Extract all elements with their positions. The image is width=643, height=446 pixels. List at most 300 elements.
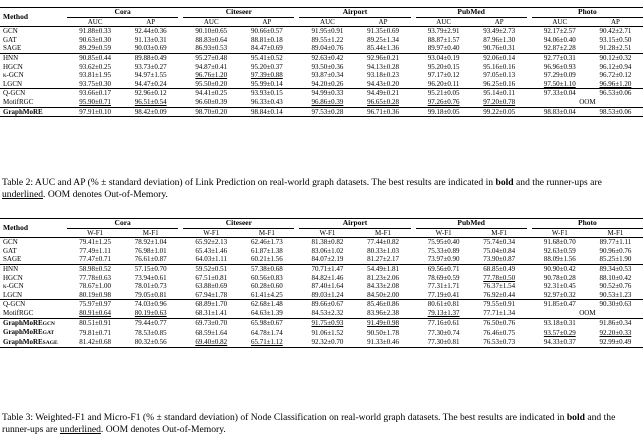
result-cell: 84.07±2.19 <box>311 255 344 264</box>
result-cell: 79.44±0.77 <box>123 318 178 328</box>
result-cell: 77.31±1.71 <box>427 282 460 291</box>
method-name-text: GraphMoRE <box>3 318 43 327</box>
header-row-metrics <box>0 17 643 27</box>
result-cell: 92.20±0.33 <box>599 328 632 337</box>
result-cell: 94.87±0.41 <box>195 62 228 71</box>
result-cell: 92.31±0.45 <box>543 282 576 291</box>
result-cell: 97.29±0.09 <box>543 71 576 80</box>
method-name <box>0 53 62 62</box>
result-cell: 91.85±0.47 <box>532 300 588 309</box>
method-header: Method <box>0 219 62 238</box>
method-name-text: GCN <box>3 27 18 36</box>
dataset-header: Airport <box>299 8 410 18</box>
result-cell: 65.43±1.46 <box>195 246 228 255</box>
result-cell: 91.33±0.46 <box>355 338 410 348</box>
table-row <box>0 264 643 273</box>
result-cell: 95.50±0.20 <box>195 79 228 88</box>
result-cell: 90.50±1.78 <box>367 328 399 337</box>
result-cell: 92.63±0.42 <box>299 53 355 62</box>
result-cell: 92.32±0.70 <box>299 338 355 348</box>
table-row <box>0 338 643 348</box>
dataset-header: Cora <box>67 219 178 229</box>
method-name-text: LGCN <box>3 79 23 88</box>
metric-header: AUC <box>203 17 219 26</box>
result-cell: 93.93±0.15 <box>239 89 294 98</box>
method-name-text: GCN <box>3 238 18 247</box>
method-subscript: GAT <box>42 330 55 337</box>
metric-header: AP <box>610 17 620 26</box>
result-cell: 64.03±1.11 <box>195 255 228 264</box>
result-cell: 94.13±0.28 <box>367 62 399 71</box>
result-cell: 91.95±0.91 <box>299 27 355 36</box>
method-name-text: HNN <box>3 264 19 273</box>
result-cell: 97.20±0.78 <box>483 97 516 106</box>
result-cell: 94.43±0.20 <box>367 79 399 88</box>
result-cell: 97.26±0.76 <box>427 97 460 106</box>
result-cell: 92.44±0.36 <box>123 27 178 36</box>
result-cell: 90.76±0.31 <box>483 44 516 53</box>
result-cell: 77.19±0.41 <box>427 290 460 299</box>
metric-header: W-F1 <box>319 228 336 237</box>
result-cell: 93.79±2.91 <box>416 27 472 36</box>
method-name-text: HGCN <box>3 273 23 282</box>
result-cell: 78.53±0.85 <box>134 328 167 337</box>
method-name <box>0 309 62 318</box>
dataset-header: Citeseer <box>183 8 294 18</box>
header-row-metrics <box>0 228 643 238</box>
method-name-text: HNN <box>3 53 19 62</box>
metric-header: AP <box>494 17 504 26</box>
result-cell: 69.73±0.70 <box>183 318 239 328</box>
result-cell: 87.96±1.30 <box>483 35 516 44</box>
result-cell: 81.27±2.17 <box>367 255 399 264</box>
result-cell: OOM <box>579 308 596 317</box>
result-cell: 57.38±0.68 <box>239 264 294 273</box>
dataset-header: PubMed <box>416 219 527 229</box>
result-cell: 93.50±0.36 <box>311 62 344 71</box>
result-cell: 91.86±0.34 <box>588 318 643 328</box>
method-name <box>0 107 62 117</box>
result-cell: 92.99±0.49 <box>588 338 643 348</box>
result-cell: 90.96±0.76 <box>599 246 632 255</box>
result-cell: 93.81±1.95 <box>79 71 112 80</box>
method-name-text: GraphMoRE <box>3 328 43 337</box>
result-cell: 92.96±0.12 <box>123 89 178 98</box>
result-cell: 93.15±0.50 <box>599 35 632 44</box>
result-cell: 93.49±2.73 <box>472 27 527 36</box>
result-cell: 90.66±0.57 <box>239 27 294 36</box>
result-cell: 80.19±0.98 <box>79 290 112 299</box>
method-name <box>0 255 62 264</box>
result-cell: 83.06±1.02 <box>311 246 344 255</box>
result-cell: 90.42±2.71 <box>588 27 643 36</box>
metric-header: M-F1 <box>375 228 391 237</box>
result-cell: 91.49±0.98 <box>355 318 410 328</box>
table-row <box>0 247 643 256</box>
result-cell: 77.30±0.81 <box>416 338 472 348</box>
result-cell: 89.66±0.67 <box>299 300 355 309</box>
result-cell: 67.51±0.81 <box>195 273 228 282</box>
result-cell: 88.10±0.42 <box>599 273 632 282</box>
result-cell: 80.61±0.81 <box>416 300 472 309</box>
result-cell: 94.97±1.55 <box>134 71 167 80</box>
method-name-text: Q-GCN <box>3 89 26 98</box>
result-cell: 91.13±0.31 <box>134 35 167 44</box>
result-cell: 78.92±1.04 <box>123 238 178 247</box>
result-cell: 93.75±0.30 <box>79 79 112 88</box>
result-cell: 85.46±0.86 <box>355 300 410 309</box>
result-cell: 87.40±1.64 <box>311 282 344 291</box>
result-cell: 89.29±0.59 <box>79 44 112 53</box>
result-cell: 65.98±0.67 <box>239 318 294 328</box>
result-cell: 54.49±1.81 <box>355 264 410 273</box>
result-cell: 77.78±0.63 <box>79 273 112 282</box>
result-cell: 95.20±0.37 <box>250 62 283 71</box>
method-name <box>0 264 62 273</box>
result-cell: 88.09±1.56 <box>543 255 576 264</box>
result-cell: 91.28±2.51 <box>599 44 632 53</box>
result-cell: 60.21±1.56 <box>250 255 283 264</box>
result-cell: 96.72±0.12 <box>599 71 632 80</box>
result-cell: 81.42±0.68 <box>67 338 123 348</box>
result-cell: 77.49±1.11 <box>79 246 111 255</box>
result-cell: 97.53±0.28 <box>299 107 355 117</box>
result-cell: 76.61±0.87 <box>134 255 167 264</box>
method-name-text: GraphMoRE <box>3 337 43 346</box>
result-cell: 92.63±0.59 <box>543 246 576 255</box>
method-name <box>0 27 62 36</box>
result-cell: 97.17±0.12 <box>427 71 460 80</box>
result-cell: 68.59±1.64 <box>195 328 228 337</box>
result-cell: 64.63±1.39 <box>250 308 283 317</box>
result-cell: 96.53±0.06 <box>588 89 643 98</box>
result-cell: 96.33±0.43 <box>250 97 283 106</box>
result-cell: 65.92±2.13 <box>183 238 239 247</box>
result-cell: 79.81±0.71 <box>79 328 112 337</box>
metric-header: W-F1 <box>435 228 452 237</box>
dataset-header: Cora <box>67 8 178 18</box>
result-cell: 94.41±0.25 <box>183 89 239 98</box>
result-cell: 85.44±1.36 <box>367 44 399 53</box>
table-row <box>0 44 643 53</box>
table-row <box>0 36 643 45</box>
dataset-header: Airport <box>299 219 410 229</box>
table-row <box>0 107 643 117</box>
method-name-text: SAGE <box>3 44 22 53</box>
result-cell: 80.33±1.03 <box>367 246 399 255</box>
method-name <box>0 71 62 80</box>
table2-caption: Table 2: AUC and AP (% ± standard deviation) of Link Prediction on real-world graph datasets. The best results are indicated in bold and the runner-ups are underlined. OOM denotes Out-of-Memory. <box>2 177 602 200</box>
result-cell: 73.94±0.61 <box>134 273 167 282</box>
table-row <box>0 291 643 300</box>
method-name <box>0 36 62 45</box>
result-cell: 61.87±1.38 <box>250 246 283 255</box>
result-cell: 74.03±0.96 <box>123 300 178 309</box>
method-name-text: MotifRGC <box>3 97 34 106</box>
result-cell: 94.06±0.40 <box>543 35 576 44</box>
result-cell: 79.13±1.37 <box>427 308 460 317</box>
table-row <box>0 63 643 72</box>
result-cell: 96.20±0.11 <box>427 79 460 88</box>
method-name <box>0 291 62 300</box>
result-cell: 90.78±0.28 <box>543 273 576 282</box>
result-cell: 95.41±0.52 <box>239 53 294 62</box>
result-cell: 76.53±0.73 <box>472 338 527 348</box>
result-cell: 93.18±0.31 <box>532 318 588 328</box>
table3-caption: Table 3: Weighted-F1 and Micro-F1 (% ± standard deviation) of Node Classification on real-world graph datasets. The best results are indicated in bold and the runner-ups are underlined. OOM denotes Out-of-Memory. <box>2 412 616 435</box>
result-cell: 84.50±2.00 <box>367 290 399 299</box>
result-cell: 73.97±0.90 <box>427 255 460 264</box>
result-cell: 96.51±0.54 <box>134 97 167 106</box>
result-cell: 90.63±0.30 <box>79 35 112 44</box>
result-cell: 94.20±0.26 <box>311 79 344 88</box>
result-cell: 76.98±1.01 <box>134 246 167 255</box>
metric-header: M-F1 <box>258 228 275 237</box>
result-cell: 93.66±0.17 <box>67 89 123 98</box>
result-cell: 88.83±0.64 <box>195 35 228 44</box>
result-cell: 79.55±0.91 <box>472 300 527 309</box>
result-cell: 91.35±0.69 <box>355 27 410 36</box>
result-cell: 84.53±2.32 <box>311 308 344 317</box>
result-cell: 95.21±0.05 <box>416 89 472 98</box>
result-cell: 96.25±0.16 <box>483 79 516 88</box>
result-cell: 98.70±0.20 <box>183 107 239 117</box>
result-cell: 96.86±0.39 <box>311 97 344 106</box>
result-cell: 89.88±0.49 <box>123 53 178 62</box>
result-cell: 90.03±0.69 <box>134 44 167 53</box>
result-cell: 80.32±0.56 <box>123 338 178 348</box>
result-cell: 75.04±0.84 <box>483 246 516 255</box>
table-row <box>0 309 643 318</box>
method-name <box>0 274 62 283</box>
metric-header: M-F1 <box>491 228 508 237</box>
method-name-text: MotifRGC <box>3 308 34 317</box>
result-cell: 99.18±0.05 <box>416 107 472 117</box>
table-row <box>0 274 643 283</box>
result-cell: 75.95±0.40 <box>416 238 472 247</box>
metric-header: AP <box>378 17 388 26</box>
method-subscript: GCN <box>42 320 55 327</box>
result-cell: 96.96±1.20 <box>599 79 632 88</box>
method-name <box>0 282 62 291</box>
result-cell: 92.97±0.32 <box>543 290 576 299</box>
metric-header: M-F1 <box>142 228 159 237</box>
result-cell: 95.99±0.14 <box>250 79 283 88</box>
result-cell: 76.50±0.76 <box>472 318 527 328</box>
result-cell: 89.55±1.22 <box>311 35 344 44</box>
result-cell: 75.74±0.34 <box>472 238 527 247</box>
result-cell: 77.71±1.34 <box>483 308 516 317</box>
result-cell: 81.38±0.82 <box>299 238 355 247</box>
result-cell: 94.99±0.33 <box>299 89 355 98</box>
result-cell: 93.62±0.25 <box>79 62 112 71</box>
result-cell: 94.47±0.24 <box>134 79 167 88</box>
result-cell: 93.73±0.27 <box>134 62 167 71</box>
result-cell: 78.01±0.73 <box>134 282 167 291</box>
result-cell: 64.78±1.74 <box>250 328 283 337</box>
result-cell: 96.60±0.39 <box>195 97 228 106</box>
result-cell: 98.53±0.06 <box>588 107 643 117</box>
result-cell: 95.16±0.16 <box>483 62 516 71</box>
result-cell: 69.56±0.71 <box>416 264 472 273</box>
table-row <box>0 328 643 338</box>
method-name-text: GAT <box>3 35 17 44</box>
metric-header: AUC <box>436 17 451 26</box>
method-name <box>0 238 62 247</box>
result-cell: 91.06±1.52 <box>311 328 344 337</box>
result-cell: 63.88±0.69 <box>195 282 228 291</box>
method-name-text: κ-GCN <box>3 71 24 80</box>
table-row <box>0 53 643 62</box>
result-cell: 97.50±1.10 <box>543 79 576 88</box>
result-cell: 92.77±0.31 <box>532 53 588 62</box>
result-cell: 77.30±0.74 <box>427 328 460 337</box>
result-cell: 96.65±0.28 <box>367 97 399 106</box>
result-cell: 89.04±0.76 <box>311 44 344 53</box>
result-cell: 90.85±0.44 <box>67 53 123 62</box>
result-cell: 89.25±1.34 <box>367 35 399 44</box>
result-cell: 60.28±0.60 <box>250 282 283 291</box>
result-cell: 65.71±1.12 <box>239 338 294 348</box>
result-cell: 98.83±0.04 <box>532 107 588 117</box>
result-cell: 90.12±0.32 <box>588 53 643 62</box>
result-cell: 57.15±0.70 <box>123 264 178 273</box>
metric-header: AUC <box>320 17 335 26</box>
result-cell: OOM <box>579 97 596 106</box>
table-row <box>0 282 643 291</box>
result-cell: 68.85±0.49 <box>472 264 527 273</box>
result-cell: 83.96±2.38 <box>367 308 399 317</box>
result-cell: 92.06±0.14 <box>472 53 527 62</box>
result-cell: 75.97±0.97 <box>67 300 123 309</box>
result-cell: 78.69±0.59 <box>427 273 460 282</box>
result-cell: 91.88±0.33 <box>67 27 123 36</box>
result-cell: 93.18±0.23 <box>367 71 399 80</box>
result-cell: 98.84±0.14 <box>239 107 294 117</box>
metric-header: M-F1 <box>607 228 624 237</box>
result-cell: 93.04±0.19 <box>416 53 472 62</box>
result-cell: 99.22±0.05 <box>472 107 527 117</box>
table-row <box>0 318 643 328</box>
metric-header: AUC <box>552 17 568 26</box>
method-name <box>0 80 62 89</box>
method-name <box>0 247 62 256</box>
result-cell: 98.42±0.09 <box>123 107 178 117</box>
method-name <box>0 328 62 338</box>
method-name-text: SAGE <box>3 255 22 264</box>
result-cell: 58.98±0.52 <box>67 264 123 273</box>
result-cell: 97.33±0.04 <box>532 89 588 98</box>
result-cell: 60.56±0.83 <box>250 273 283 282</box>
table-row <box>0 80 643 89</box>
metric-header: AP <box>262 17 272 26</box>
result-cell: 94.33±0.37 <box>532 338 588 348</box>
result-cell: 78.67±1.00 <box>79 282 112 291</box>
result-cell: 80.51±0.91 <box>67 318 123 328</box>
table-row <box>0 89 643 98</box>
result-cell: 90.10±0.65 <box>183 27 239 36</box>
result-cell: 61.41±4.25 <box>250 290 283 299</box>
dataset-header: Citeseer <box>183 219 294 229</box>
method-name <box>0 300 62 309</box>
method-name-text: HGCN <box>3 62 23 71</box>
result-cell: 90.90±0.42 <box>532 264 588 273</box>
result-cell: 97.39±0.88 <box>250 71 283 80</box>
result-cell: 89.77±1.11 <box>588 238 643 247</box>
header-row-datasets <box>0 8 643 18</box>
node-classification-table <box>0 218 643 348</box>
table-row <box>0 238 643 247</box>
result-cell: 93.87±0.34 <box>311 71 344 80</box>
result-cell: 84.47±0.69 <box>250 44 283 53</box>
result-cell: 75.33±0.89 <box>427 246 460 255</box>
result-cell: 62.46±1.73 <box>239 238 294 247</box>
result-cell: 89.03±1.24 <box>311 290 344 299</box>
link-prediction-table <box>0 7 643 117</box>
result-cell: 68.89±1.70 <box>183 300 239 309</box>
result-cell: 95.90±0.71 <box>79 97 112 106</box>
result-cell: 90.30±0.63 <box>588 300 643 309</box>
method-name-text: GraphMoRE <box>3 107 43 116</box>
result-cell: 89.97±0.40 <box>427 44 460 53</box>
result-cell: 95.14±0.11 <box>472 89 527 98</box>
result-cell: 77.47±0.71 <box>79 255 112 264</box>
method-name-text: κ-GCN <box>3 282 24 291</box>
result-cell: 84.82±1.46 <box>311 273 344 282</box>
method-name <box>0 44 62 53</box>
result-cell: 96.12±0.94 <box>599 62 632 71</box>
method-subscript: SAGE <box>42 339 58 346</box>
result-cell: 92.87±2.28 <box>543 44 576 53</box>
result-cell: 73.90±0.87 <box>483 255 516 264</box>
result-cell: 80.91±0.64 <box>79 308 112 317</box>
result-cell: 67.94±1.78 <box>195 290 228 299</box>
result-cell: 79.41±1.25 <box>67 238 123 247</box>
result-cell: 88.81±0.18 <box>250 35 283 44</box>
dataset-header: Photo <box>532 219 643 229</box>
result-cell: 84.33±2.08 <box>367 282 399 291</box>
result-cell: 77.16±0.61 <box>416 318 472 328</box>
result-cell: 97.91±0.10 <box>67 107 123 117</box>
result-cell: 92.17±2.57 <box>532 27 588 36</box>
method-name-text: LGCN <box>3 290 23 299</box>
metric-header: W-F1 <box>87 228 104 237</box>
method-name <box>0 63 62 72</box>
result-cell: 97.05±0.13 <box>483 71 516 80</box>
result-cell: 96.71±0.36 <box>355 107 410 117</box>
metric-header: W-F1 <box>203 228 220 237</box>
result-cell: 91.75±0.93 <box>299 318 355 328</box>
result-cell: 80.19±0.63 <box>134 308 167 317</box>
result-cell: 76.37±1.54 <box>483 282 516 291</box>
table-row <box>0 71 643 80</box>
result-cell: 70.71±1.47 <box>299 264 355 273</box>
result-cell: 79.05±0.81 <box>134 290 167 299</box>
result-cell: 69.40±0.82 <box>183 338 239 348</box>
metric-header: AUC <box>87 17 103 26</box>
table-row <box>0 300 643 309</box>
result-cell: 76.92±0.44 <box>483 290 516 299</box>
result-cell: 77.78±0.50 <box>483 273 516 282</box>
result-cell: 62.68±1.48 <box>239 300 294 309</box>
result-cell: 85.25±1.90 <box>599 255 632 264</box>
method-name <box>0 98 62 107</box>
result-cell: 94.49±0.21 <box>355 89 410 98</box>
method-header: Method <box>0 8 62 27</box>
result-cell: 96.96±0.93 <box>543 62 576 71</box>
table-row <box>0 27 643 36</box>
header-row-datasets <box>0 219 643 229</box>
